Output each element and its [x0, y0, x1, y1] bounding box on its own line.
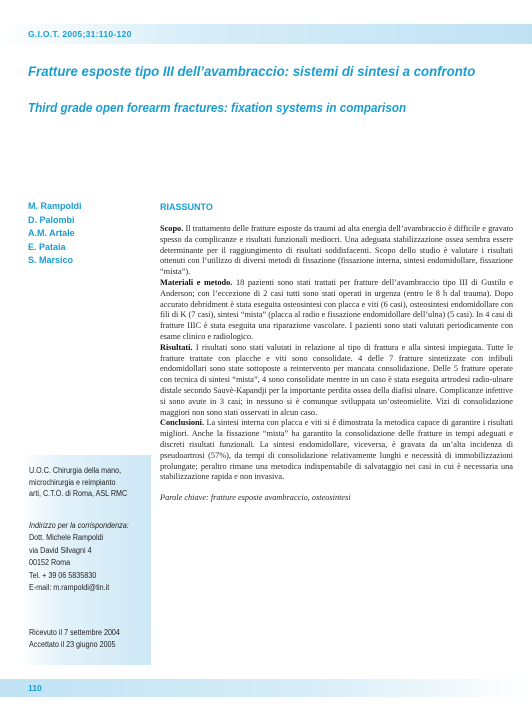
correspondence-label: Indirizzo per la corrispondenza: — [29, 521, 129, 530]
abstract-section-risultati — [160, 343, 513, 419]
correspondence-line: Tel. + 39 06 5835830 — [29, 570, 97, 580]
correspondence-line: via David Silvagni 4 — [29, 545, 92, 555]
abstract-section-scopo — [160, 224, 513, 278]
affiliation-line: U.O.C. Chirurgia della mano, — [29, 466, 122, 475]
journal-citation: G.I.O.T. 2005;31:110-120 — [28, 29, 132, 39]
abstract-heading: RIASSUNTO — [160, 202, 213, 212]
page-number: 110 — [28, 683, 42, 693]
keywords: Parole chiave: fratture esposte avambraccio, osteosintesi — [160, 493, 351, 503]
author-name: E. Pataia — [28, 241, 66, 252]
footer-band — [0, 679, 532, 697]
abstract-section-conclusioni — [160, 418, 513, 483]
accepted-date: Accettato il 23 giugno 2005 — [29, 640, 116, 650]
abstract-body — [160, 224, 513, 504]
section-text: 18 pazienti sono stati trattati per fratture dell’avambraccio tipo III di Gustilo e Anderson; con l’eccezione di 2 casi tutti sono stati operati in urgenza (entro le 8 h dal trauma). Dopo accurato debridment è stata eseguita osteosintesi con placca e viti (6 casi), osteosintesi endomidollare con fili di K (7 casi), sintesi “mista” (placca al radio e fissazione endomidollare dell’ulna) (5 casi). In 4 casi di fratture IIIC è stata eseguita una riparazione vascolare. I pazienti sono stati valutati periodicamente con esame clinico e radiologico. — [160, 277, 513, 341]
abstract-section-materiali — [160, 278, 513, 343]
author-name: M. Rampoldi — [28, 201, 82, 211]
section-label: Scopo. — [160, 224, 184, 233]
article-title-italian: Fratture esposte tipo III dell’avambraccio: sistemi di sintesi a confronto — [28, 64, 476, 80]
section-text: Il trattamento delle fratture esposte da traumi ad alta energia dell’avambraccio è difficile e gravato spesso da complicanze e risultati funzionali mediocri. Una adeguata stabilizzazione ossea sembra essere determinante per il raggiungimento di risultati soddisfacenti. Scopo dello studio è valutare i risultati ottenuti con l’utilizzo di diversi metodi di fissazione (fissazione interna, sintesi endomidollare, fissazione “mista”). — [160, 224, 513, 277]
correspondence-line: 00152 Roma — [29, 558, 71, 568]
correspondence — [29, 520, 149, 594]
section-label: Materiali e metodo. — [160, 277, 233, 287]
article-title-english: Third grade open forearm fractures: fixation systems in comparison — [28, 101, 407, 115]
received-date: Ricevuto il 7 settembre 2004 — [29, 628, 120, 637]
correspondence-email: E-mail: m.rampoldi@tin.it — [29, 583, 110, 593]
author-name: D. Palombi — [28, 214, 75, 225]
section-text: La sintesi interna con placca e viti si è dimostrata la metodica capace di garantire i risultati migliori. Anche la fissazione “mista” ha garantito la consolidazione delle fratture in tempi adeguati e discreti risultati funzionali. La sintesi endomidollare, viceversa, è gravata da un’alta incidenza di pseudoartrosi (57%), da tempi di consolidazione relativamente lunghi e necessità di immobilizzazioni prolungate; peraltro rimane una metodica indispensabile di salvataggio nei casi in cui è necessaria una stabilizzazione rapida e non invasiva. — [160, 418, 513, 482]
received-accepted-dates — [29, 627, 149, 652]
section-label: Risultati. — [160, 342, 193, 352]
affiliation-line: arti, C.T.O. di Roma, ASL RMC — [29, 489, 128, 499]
affiliation — [29, 465, 141, 500]
section-label: Conclusioni. — [160, 418, 205, 428]
author-name: A.M. Artale — [28, 228, 75, 238]
section-text: I risultati sono stati valutati in relazione al tipo di frattura e alla sintesi impiegata. Tutte le fratture trattate con placche e viti sono consolidate. 4 delle 7 fratture sintetizzate con infibuli endomidollari sono state sottoposte a reintervento per mancata consolidazione. Delle 5 fratture operate con tecnica di sintesi “mista”, 4 sono consolidate mentre in un caso è stata eseguita artrodesi radio-ulnare distale secondo Sauvè-Kapandji per la importante perdita ossea della diafisi ulnare. Complicanze infettive si sono avute in 3 casi; in nessuno si è comunque sviluppata un’osteomielite. Vizi di consolidazione maggiori non sono stati osservati in alcun caso. — [160, 342, 513, 417]
correspondence-line: Dott. Michele Rampoldi — [29, 533, 104, 543]
author-list — [28, 200, 82, 268]
author-name: S. Marsico — [28, 255, 74, 265]
affiliation-line: microchirurgia e reimpianto — [29, 477, 116, 487]
